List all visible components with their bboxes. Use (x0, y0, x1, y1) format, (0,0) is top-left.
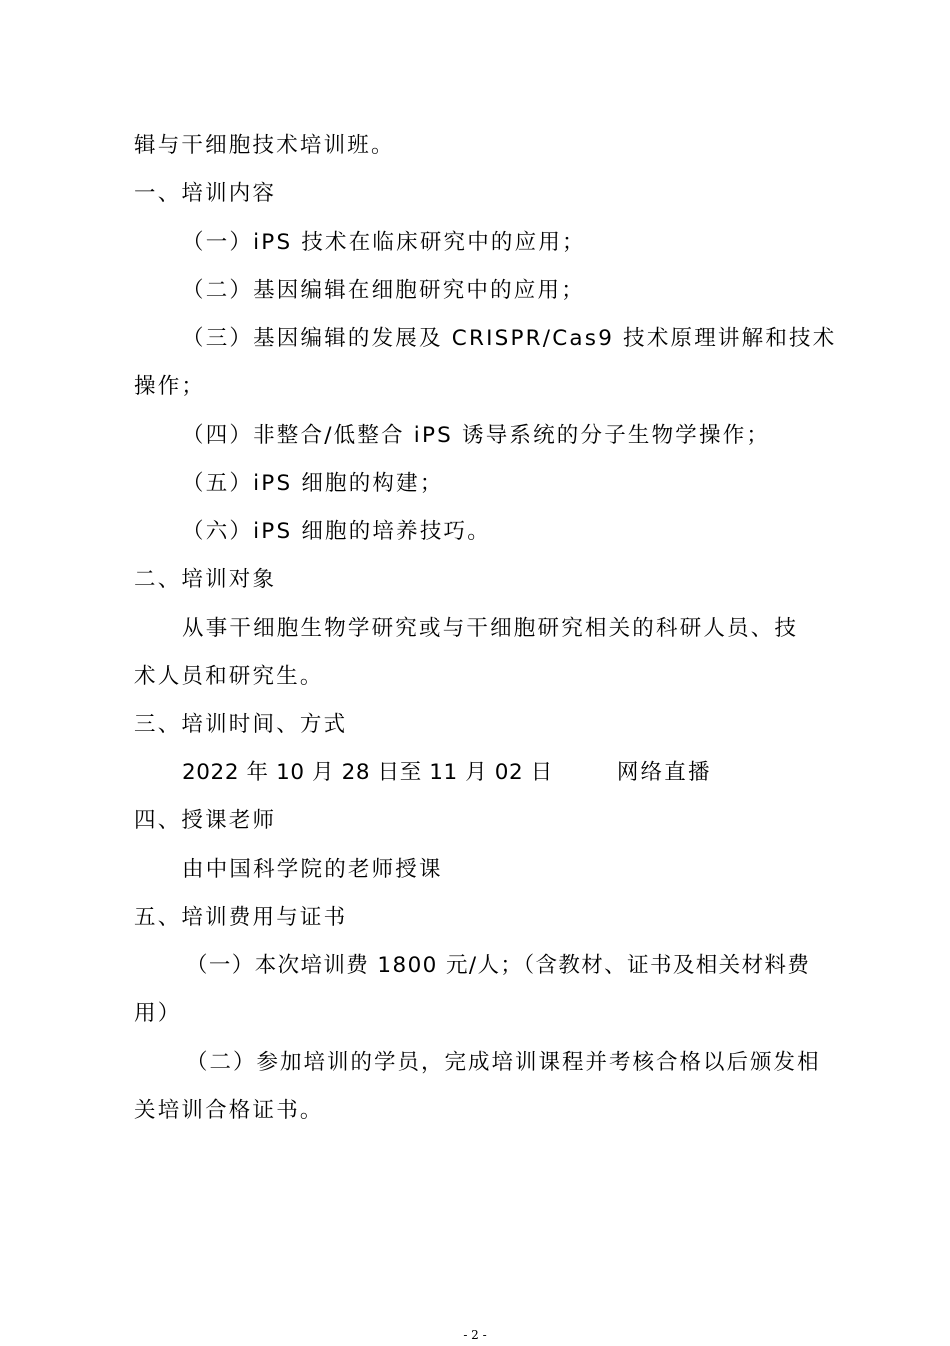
fee-item-1: （一）本次培训费 1800 元/人；（含教材、证书及相关材料费 (186, 953, 811, 978)
audience-text: 从事干细胞生物学研究或与干细胞研究相关的科研人员、技 (182, 616, 799, 641)
content-item-1: （一）iPS 技术在临床研究中的应用； (182, 230, 586, 255)
audience-text-continuation: 术人员和研究生。 (134, 664, 324, 689)
section-heading-fees: 五、培训费用与证书 (134, 905, 348, 930)
content-item-5: （五）iPS 细胞的构建； (182, 471, 444, 496)
content-item-3: （三）基因编辑的发展及 CRISPR/Cas9 技术原理讲解和技术 (182, 326, 837, 351)
content-item-6: （六）iPS 细胞的培养技巧。 (182, 519, 491, 544)
content-item-4: （四）非整合/低整合 iPS 诱导系统的分子生物学操作； (182, 423, 771, 448)
schedule-mode: 网络直播 (616, 760, 712, 785)
schedule-date: 2022 年 10 月 28 日至 11 月 02 日 (182, 760, 553, 785)
schedule-line (182, 758, 850, 788)
paragraph-continuation: 辑与干细胞技术培训班。 (134, 133, 395, 158)
section-heading-audience: 二、培训对象 (134, 567, 277, 592)
content-item-2: （二）基因编辑在细胞研究中的应用； (182, 278, 585, 303)
fee-item-2-continuation: 关培训合格证书。 (134, 1098, 324, 1123)
section-heading-teachers: 四、授课老师 (134, 808, 277, 833)
section-heading-content: 一、培训内容 (134, 181, 277, 206)
section-heading-time: 三、培训时间、方式 (134, 712, 348, 737)
page-number: - 2 - (463, 1328, 487, 1342)
fee-item-2: （二）参加培训的学员，完成培训课程并考核合格以后颁发相 (186, 1050, 821, 1075)
fee-item-1-continuation: 用） (134, 1001, 182, 1026)
teachers-text: 由中国科学院的老师授课 (182, 857, 443, 882)
content-item-3-continuation: 操作； (134, 374, 206, 399)
